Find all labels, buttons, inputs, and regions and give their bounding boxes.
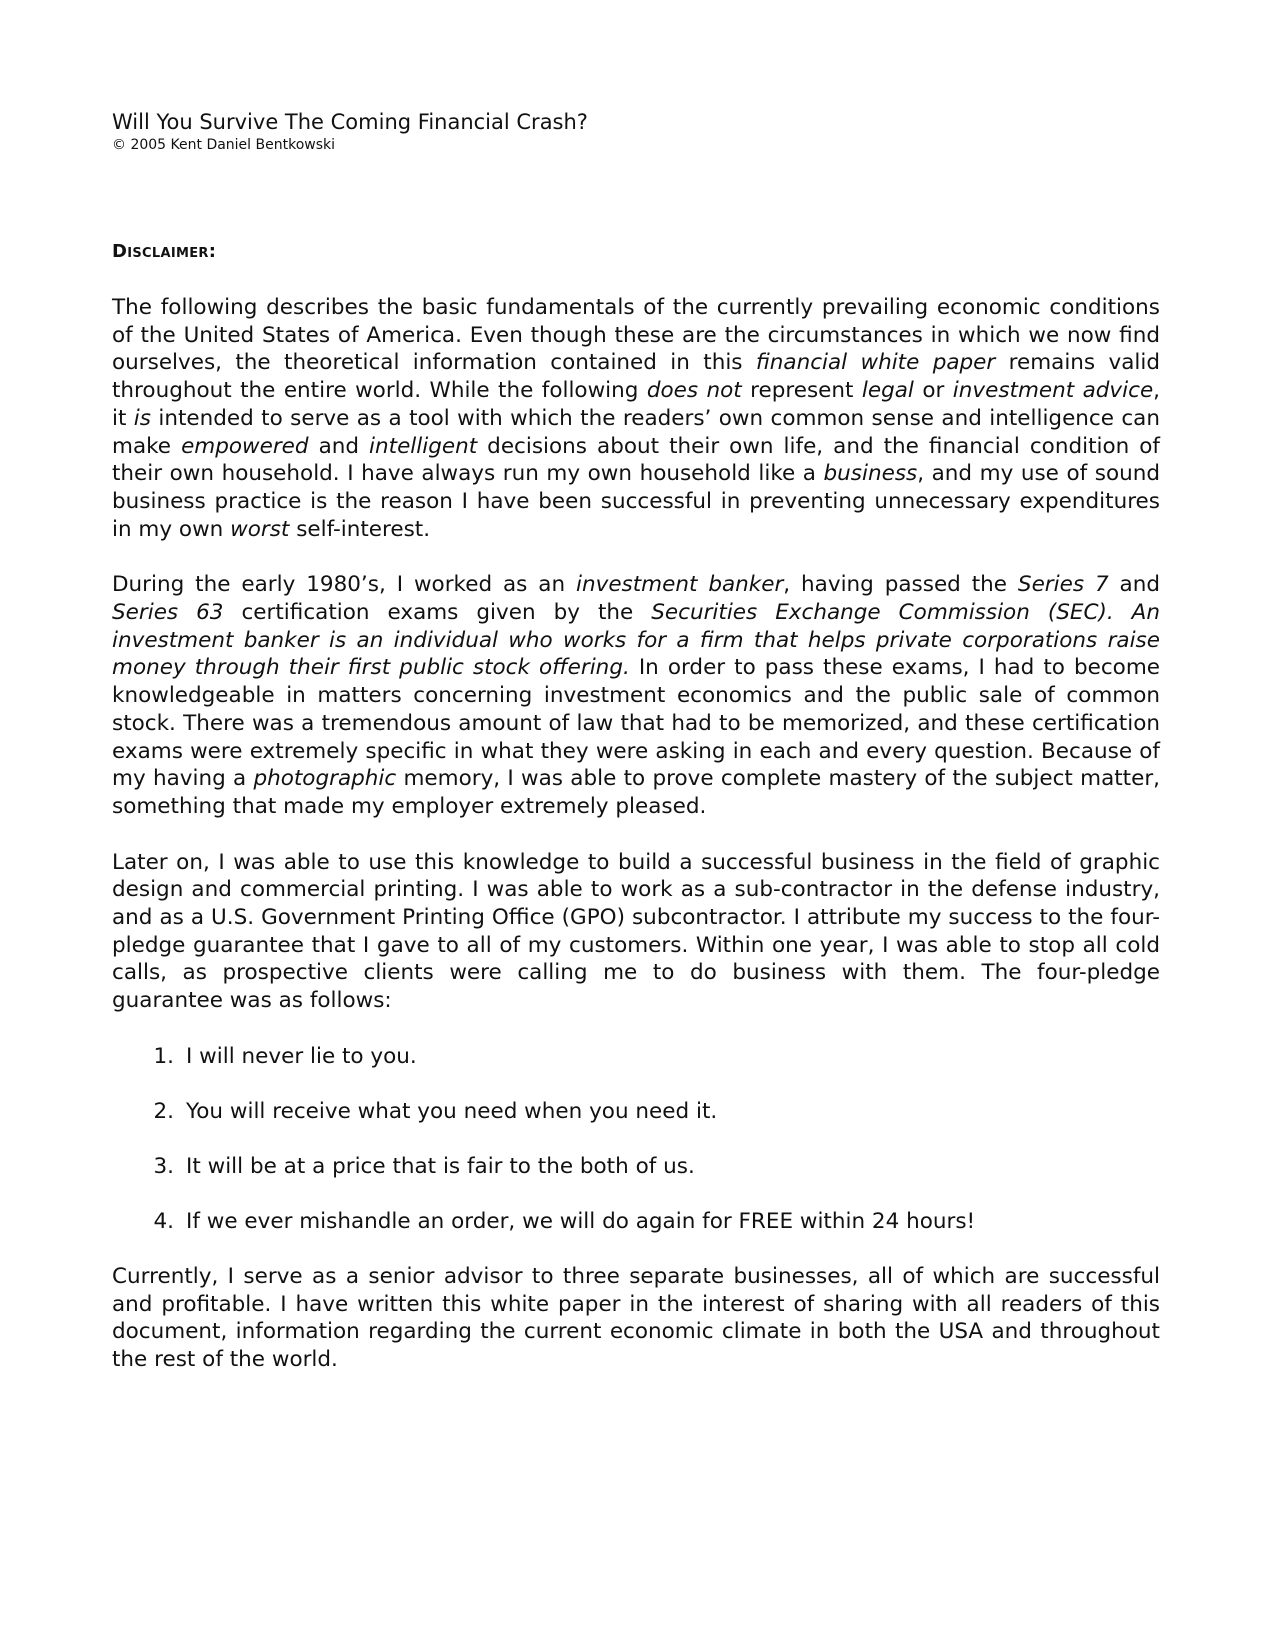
- italic-run: Series 63: [112, 600, 224, 626]
- list-text: I will never lie to you.: [186, 1043, 417, 1069]
- list-text: You will receive what you need when you need it.: [186, 1098, 718, 1124]
- document-page: [112, 108, 1160, 1374]
- text-run: or: [913, 378, 953, 404]
- text-run: remains valid throughout the entire world. While the following: [112, 350, 1160, 404]
- text-run: intended to serve as a tool with which the readers’ own common sense and intelligence can make: [112, 405, 1160, 459]
- italic-run: investment banker: [576, 572, 784, 598]
- italic-run: worst: [230, 516, 290, 542]
- text-run: In order to pass these exams, I had to become knowledgeable in matters concerning investment economics and the public sale of common stock. There was a tremendous amount of law that had to be memorized, and these certification exams were extremely specific in what they were asking in each and every question. Because of my having a: [112, 655, 1160, 792]
- paragraph-business: Later on, I was able to use this knowledge to build a successful business in the field of graphic design and commercial printing. I was able to work as a sub-contractor in the defense industry, and as a U.S. Government Printing Office (GPO) subcontractor. I attribute my success to the four-pledge guarantee that I gave to all of my customers. Within one year, I was able to stop all cold calls, as prospective clients were calling me to do business with them. The four-pledge guarantee was as follows:: [112, 849, 1160, 1014]
- text-run: The following describes the basic fundamentals of the currently prevailing economic conditions of the United States of America. Even though these are the circumstances in which we now find ourselves, the theoretical information contained in this: [112, 295, 1160, 376]
- italic-run: does not: [646, 378, 742, 404]
- pledge-list: [112, 1043, 1160, 1236]
- italic-run: empowered: [181, 433, 309, 459]
- italic-run: photographic: [253, 766, 397, 792]
- list-text: If we ever mishandle an order, we will do again for FREE within 24 hours!: [186, 1208, 976, 1234]
- text-run: , it: [112, 378, 1161, 431]
- list-number: 3.: [153, 1153, 174, 1179]
- text-run: self-interest.: [289, 516, 431, 542]
- paragraph-current-role: Currently, I serve as a senior advisor to three separate businesses, all of which are successful and profitable. I have written this white paper in the interest of sharing with all readers of this document, information regarding the current economic climate in both the USA and throughout the rest of the world.: [112, 1263, 1160, 1372]
- text-run: memory, I was able to prove complete mastery of the subject matter, something that made my employer extremely pleased.: [112, 766, 1160, 819]
- italic-run: business: [823, 461, 918, 487]
- list-item: [112, 1208, 1160, 1236]
- copyright-line: © 2005 Kent Daniel Bentkowski: [112, 137, 336, 153]
- list-number: 4.: [153, 1208, 174, 1234]
- text-run: , having passed the: [783, 572, 1018, 598]
- italic-run: investment advice: [952, 378, 1154, 404]
- list-item: [112, 1098, 1160, 1126]
- italic-run: financial white paper: [755, 350, 996, 376]
- text-run: certification exams given by the: [223, 600, 652, 626]
- list-number: 2.: [153, 1098, 174, 1124]
- italic-run: Securities Exchange Commission (SEC). An investment banker is an individual who works for a firm that helps private corporations raise money through their first public stock offering.: [112, 600, 1161, 681]
- text-run: and: [308, 433, 370, 459]
- list-text: It will be at a price that is fair to the both of us.: [186, 1153, 695, 1179]
- italic-run: intelligent: [369, 433, 478, 459]
- disclaimer-heading: Disclaimer:: [112, 241, 217, 262]
- text-run: represent: [741, 378, 862, 404]
- text-run: During the early 1980’s, I worked as an: [112, 572, 576, 598]
- italic-run: Series 7: [1017, 572, 1109, 598]
- italic-run: is: [133, 405, 151, 431]
- paragraph-background: [112, 571, 1160, 820]
- text-run: , and my use of sound business practice is the reason I have been successful in preventing unnecessary expenditures in my own: [112, 461, 1160, 542]
- list-item: [112, 1043, 1160, 1071]
- italic-run: legal: [861, 378, 914, 404]
- document-title: Will You Survive The Coming Financial Crash?: [112, 110, 588, 134]
- list-item: [112, 1153, 1160, 1181]
- list-number: 1.: [153, 1043, 174, 1069]
- text-run: and: [1108, 572, 1160, 598]
- text-run: decisions about their own life, and the financial condition of their own household. I have always run my own household like a: [112, 433, 1160, 487]
- paragraph-disclaimer: [112, 294, 1160, 543]
